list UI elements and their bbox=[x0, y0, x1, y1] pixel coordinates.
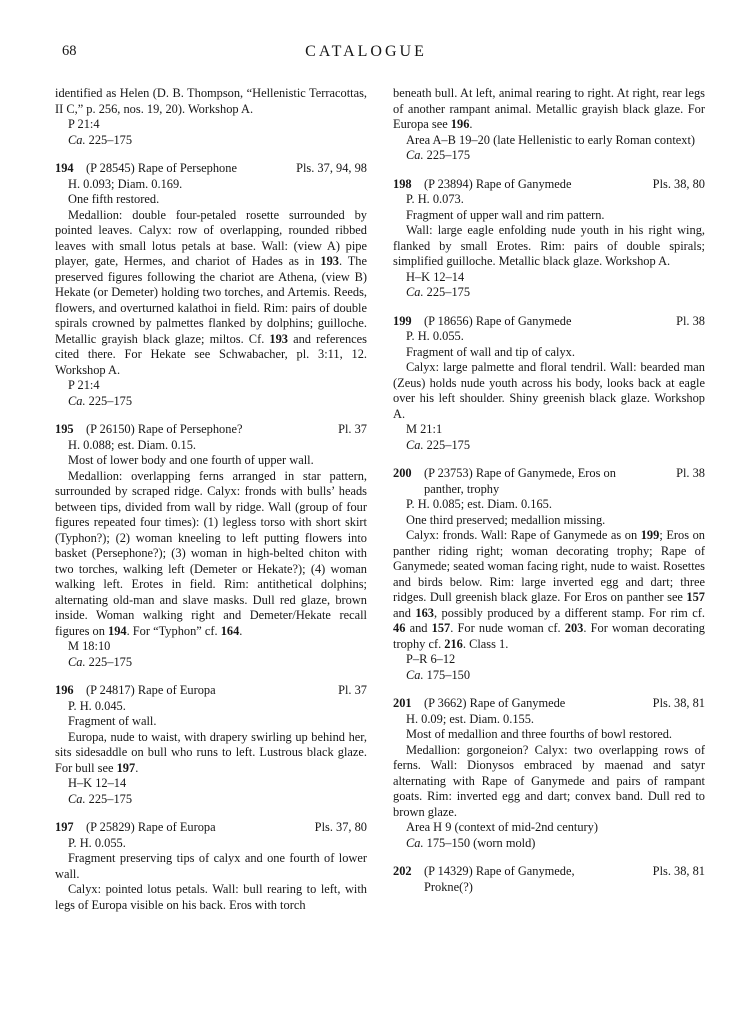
plate-reference: Pl. 37 bbox=[338, 683, 367, 697]
paragraph: P 21:4 bbox=[68, 378, 100, 392]
paragraph: P. H. 0.055. bbox=[406, 329, 464, 343]
entry-heading bbox=[55, 820, 367, 836]
paragraph: Medallion: gorgoneion? Calyx: two overlapping rows of ferns. Wall: Dionysos embraced by maenad and satyr alternating with Rape of Ganymede and pairs of rampant goats. Rim: inverted egg and dart; convex band. Dull red to brown glaze. bbox=[393, 742, 705, 819]
date-line: Ca. 175–150 (worn mold) bbox=[406, 835, 536, 850]
paragraph: P. H. 0.085; est. Diam. 0.165. bbox=[406, 497, 552, 511]
entry-heading bbox=[393, 466, 705, 497]
paragraph: M 18:10 bbox=[68, 639, 111, 653]
entry-title: (P 26150) Rape of Persephone? bbox=[86, 422, 243, 436]
date-line: Ca. 225–175 bbox=[68, 393, 133, 408]
date-line: Ca. 225–175 bbox=[68, 791, 133, 806]
entry-number: 198 bbox=[393, 176, 412, 191]
entry-number: 202 bbox=[393, 864, 412, 878]
paragraph: P. H. 0.073. bbox=[406, 192, 464, 206]
paragraph: Fragment of wall and tip of calyx. bbox=[406, 344, 575, 359]
plate-reference: Pls. 38, 81 bbox=[652, 696, 705, 710]
paragraph: P–R 6–12 bbox=[406, 652, 456, 666]
paragraph: Calyx: large palmette and floral tendril. Wall: bearded man (Zeus) holds nude youth across his body, looks back at eagle over his left shoulder. Shiny greenish black glaze. Workshop A. bbox=[393, 360, 705, 421]
entry-heading bbox=[393, 696, 705, 712]
date-line: Ca. 225–175 bbox=[68, 132, 133, 147]
entry-number: 195 bbox=[55, 422, 74, 436]
paragraph: Calyx: pointed lotus petals. Wall: bull rearing to left, with legs of Europa visible on his back. Eros with torch bbox=[55, 882, 367, 912]
paragraph: One fifth restored. bbox=[68, 192, 160, 206]
entry-heading bbox=[393, 314, 705, 330]
paragraph: H–K 12–14 bbox=[406, 269, 465, 284]
plate-reference: Pls. 37, 80 bbox=[314, 820, 367, 834]
entry-heading bbox=[55, 422, 367, 438]
page-number: 68 bbox=[62, 43, 77, 59]
entry-number: 197 bbox=[55, 820, 74, 834]
paragraph: P. H. 0.055. bbox=[68, 835, 126, 850]
paragraph: M 21:1 bbox=[406, 422, 443, 436]
paragraph: Fragment preserving tips of calyx and one fourth of lower wall. bbox=[55, 851, 367, 881]
paragraph: P. H. 0.045. bbox=[68, 698, 126, 713]
entry-title: (P 25829) Rape of Europa bbox=[86, 820, 216, 834]
paragraph: P 21:4 bbox=[68, 117, 100, 131]
right-column bbox=[393, 86, 705, 913]
paragraph: Wall: large eagle enfolding nude youth in his right wing, flanked by small Erotes. Rim: pairs of double spirals; simplified guilloche. Metallic black glaze. Workshop A. bbox=[393, 223, 705, 268]
paragraph: Most of medallion and three fourths of bowl restored. bbox=[406, 727, 672, 741]
date-line: Ca. 225–175 bbox=[406, 285, 471, 299]
paragraph: H–K 12–14 bbox=[68, 776, 127, 790]
entry-number: 201 bbox=[393, 696, 412, 710]
date-line: Ca. 225–175 bbox=[68, 654, 133, 669]
entry-title: (P 28545) Rape of Persephone bbox=[86, 161, 237, 175]
entry-number: 196 bbox=[55, 683, 74, 697]
paragraph: Area H 9 (context of mid-2nd century) bbox=[406, 820, 598, 834]
page-header bbox=[0, 0, 732, 86]
plate-reference: Pls. 38, 80 bbox=[652, 176, 705, 191]
plate-reference: Pls. 38, 81 bbox=[652, 864, 705, 878]
running-head: CATALOGUE bbox=[305, 43, 427, 60]
paragraph: Area A–B 19–20 (late Hellenistic to early Roman context) bbox=[406, 132, 696, 147]
paragraph: identified as Helen (D. B. Thompson, “Hellenistic Terracottas, II C,” p. 256, nos. 19, 20). Workshop A. bbox=[55, 86, 367, 116]
paragraph: Calyx: fronds. Wall: Rape of Ganymede as on 199; Eros on panther riding right; woman decorating trophy; Rape of Ganymede; seated woman facing right, nude to waist. Rosettes and birds below. Rim: large inverted egg and dart; three ridges. Dull greenish black glaze. For Eros on panther see 157 and 163, possibly produced by a different stamp. For rim cf. 46 and 157. For nude woman cf. 203. For woman decorating trophy cf. 216. Class 1. bbox=[393, 528, 705, 651]
paragraph: H. 0.093; Diam. 0.169. bbox=[68, 176, 183, 191]
entry-heading bbox=[393, 864, 705, 895]
paragraph: Fragment of wall. bbox=[68, 714, 157, 728]
entry-title: (P 14329) Rape of Ganymede, Prokne(?) bbox=[424, 864, 575, 894]
entry-heading bbox=[55, 161, 367, 177]
entry-number: 194 bbox=[55, 161, 74, 175]
entry-number: 200 bbox=[393, 466, 412, 480]
paragraph: Medallion: double four-petaled rosette surrounded by pointed leaves. Calyx: row of overlapping, rounded ribbed leaves with small lotus petals at base. Wall: (view A) pipe player, gate, Hermes, and chariot of Hades as in 193. The preserved figures following the chariot are Athena, (view B) Hekate (or Demeter) holding two torches, and Artemis. Reeds, flowers, and overturned kalathoi in field. Rim: pairs of double spirals crowned by palmettes flanked by dolphins; guilloche. Metallic grayish black glaze; miltos. Cf. 193 and references cited there. For Hekate see Schwabacher, pl. 3:11, 12. Workshop A. bbox=[55, 207, 368, 377]
plate-reference: Pl. 38 bbox=[676, 466, 705, 480]
plate-reference: Pls. 37, 94, 98 bbox=[296, 161, 367, 175]
date-line: Ca. 225–175 bbox=[406, 148, 471, 162]
paragraph: Fragment of upper wall and rim pattern. bbox=[406, 207, 605, 222]
paragraph: Medallion: overlapping ferns arranged in star pattern, surrounded by scraped ridge. Calyx: fronds with bulls’ heads between tips, divided from wall by ridge. Wall (group of four figures repeated four times): (1) legless torso with short skirt (Typhon?); (2) woman kneeling to left putting flowers into basket (Persephone?); (3) woman in high-belted chiton with two torches, walking left (Demeter or Hekate?); (4) woman walking left. Erotes in field. Rim: antithetical dolphins; alternating old-man and slave masks. Dull red glaze, brown inside. Woman walking right and Demeter/Hekate recall figures on 194. For “Typhon” cf. 164. bbox=[55, 468, 367, 638]
entry-title: (P 23753) Rape of Ganymede, Eros on panther, trophy bbox=[424, 466, 616, 496]
entry-number: 199 bbox=[393, 313, 412, 328]
entry-title: (P 24817) Rape of Europa bbox=[86, 683, 216, 697]
left-column bbox=[55, 86, 367, 913]
paragraph: Europa, nude to waist, with drapery swirling up behind her, sits sidesaddle on bull who runs to left. Lustrous black glaze. For bull see 197. bbox=[55, 729, 367, 775]
text-columns bbox=[0, 86, 732, 913]
paragraph: One third preserved; medallion missing. bbox=[406, 512, 606, 527]
paragraph: H. 0.088; est. Diam. 0.15. bbox=[68, 437, 197, 452]
paragraph: beneath bull. At left, animal rearing to right. At right, rear legs of another rampant animal. Metallic grayish black glaze. For Europa see 196. bbox=[393, 86, 705, 131]
paragraph: Most of lower body and one fourth of upper wall. bbox=[68, 453, 314, 467]
entry-title: (P 3662) Rape of Ganymede bbox=[424, 696, 566, 710]
date-line: Ca. 225–175 bbox=[406, 437, 471, 452]
date-line: Ca. 175–150 bbox=[406, 667, 471, 682]
entry-title: (P 23894) Rape of Ganymede bbox=[424, 176, 572, 191]
paragraph: H. 0.09; est. Diam. 0.155. bbox=[406, 711, 535, 726]
entry-heading bbox=[393, 177, 705, 193]
entry-title: (P 18656) Rape of Ganymede bbox=[424, 313, 572, 328]
plate-reference: Pl. 38 bbox=[676, 313, 705, 328]
entry-heading bbox=[55, 683, 367, 699]
plate-reference: Pl. 37 bbox=[338, 422, 367, 436]
